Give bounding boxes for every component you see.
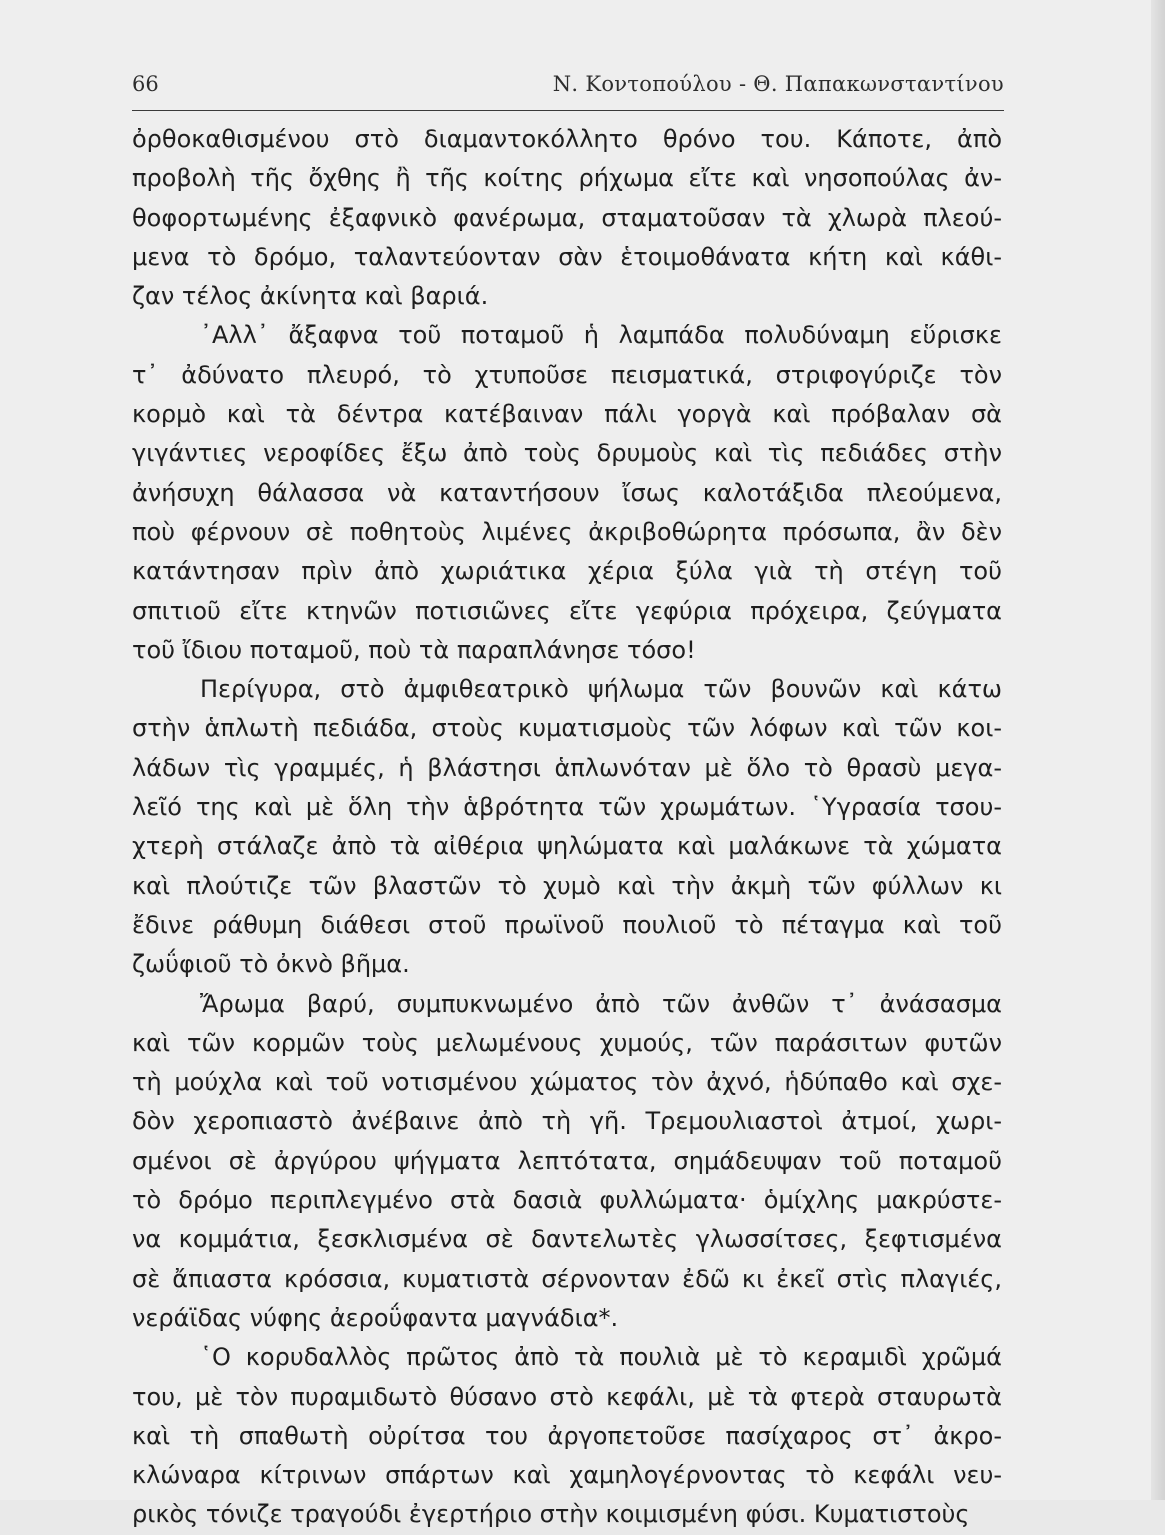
text-line: ζωΰφιοῦ τὸ ὀκνὸ βῆμα. xyxy=(132,950,410,979)
text-line: σὲ ἄπιαστα κρόσσια, κυματιστὰ σέρνονταν ἐδῶ κι ἐκεῖ στὶς πλαγιές, xyxy=(132,1264,1002,1293)
text-line: μενα τὸ δρόμο, ταλαντεύονταν σὰν ἑτοιμοθάνατα κήτη καὶ κάθι- xyxy=(132,242,1002,271)
text-line: προβολὴ τῆς ὄχθης ἢ τῆς κοίτης ρήχωμα εἴτε καὶ νησοπούλας ἀν- xyxy=(132,164,1002,193)
text-line: στὴν ἁπλωτὴ πεδιάδα, στοὺς κυματισμοὺς τῶν λόφων καὶ τῶν κοι- xyxy=(132,714,1002,743)
text-line: κλώναρα κίτρινων σπάρτων καὶ χαμηλογέρνοντας τὸ κεφάλι νευ- xyxy=(132,1461,1002,1490)
text-line: νεράϊδας νύφης ἀεροΰφαντα μαγνάδια*. xyxy=(132,1303,619,1332)
text-line: ᾿Αλλ᾿ ἄξαφνα τοῦ ποταμοῦ ἡ λαμπάδα πολυδύναμη εὕρισκε xyxy=(200,321,1002,350)
text-line: καὶ τὴ σπαθωτὴ οὐρίτσα του ἀργοπετοῦσε πασίχαρος στ᾿ ἀκρο- xyxy=(132,1421,1002,1450)
text-line: τοῦ ἴδιου ποταμοῦ, ποὺ τὰ παραπλάνησε τόσο! xyxy=(132,635,696,664)
text-line: δὸν χεροπιαστὸ ἀνέβαινε ἀπὸ τὴ γῆ. Τρεμουλιαστοὶ ἀτμοί, χωρι- xyxy=(132,1107,1002,1136)
text-line: καὶ πλούτιζε τῶν βλαστῶν τὸ χυμὸ καὶ τὴν ἀκμὴ τῶν φύλλων κι xyxy=(132,871,1002,900)
text-line: ὀρθοκαθισμένου στὸ διαμαντοκόλλητο θρόνο του. Κάποτε, ἀπὸ xyxy=(132,125,1002,153)
text-line: να κομμάτια, ξεσκλισμένα σὲ δαντελωτὲς γλωσσίτσες, ξεφτισμένα xyxy=(132,1225,1002,1254)
text-line: σπιτιοῦ εἴτε κτηνῶν ποτισιῶνες εἴτε γεφύρια πρόχειρα, ζεύγματα xyxy=(132,596,1002,625)
text-line: ρικὸς τόνιζε τραγούδι ἐγερτήριο στὴν κοιμισμένη φύσι. Κυματιστοὺς xyxy=(132,1500,970,1529)
text-line: θοφορτωμένης ἐξαφνικὸ φανέρωμα, σταματοῦσαν τὰ χλωρὰ πλεού- xyxy=(132,203,1002,232)
text-line: κατάντησαν πρὶν ἀπὸ χωριάτικα χέρια ξύλα γιὰ τὴ στέγη τοῦ xyxy=(132,557,1002,586)
text-line: ζαν τέλος ἀκίνητα καὶ βαριά. xyxy=(132,282,489,311)
body-text xyxy=(132,120,1002,1535)
text-line: τὴ μούχλα καὶ τοῦ νοτισμένου χώματος τὸν ἀχνό, ἡδύπαθο καὶ σχε- xyxy=(132,1068,1002,1097)
text-line: ῾Ο κορυδαλλὸς πρῶτος ἀπὸ τὰ πουλιὰ μὲ τὸ κεραμιδὶ χρῶμά xyxy=(200,1343,1002,1372)
text-line: γιγάντιες νεροφίδες ἔξω ἀπὸ τοὺς δρυμοὺς καὶ τὶς πεδιάδες στὴν xyxy=(132,439,1002,468)
text-line: τ᾿ ἀδύνατο πλευρό, τὸ χτυποῦσε πεισματικά, στριφογύριζε τὸν xyxy=(132,360,1002,389)
running-head: Ν. Κοντοπούλου - Θ. Παπακωνσταντίνου xyxy=(552,72,1004,96)
text-line: κορμὸ καὶ τὰ δέντρα κατέβαιναν πάλι γοργὰ καὶ πρόβαλαν σὰ xyxy=(132,400,1002,429)
text-line: του, μὲ τὸν πυραμιδωτὸ θύσανο στὸ κεφάλι, μὲ τὰ φτερὰ σταυρωτὰ xyxy=(132,1382,1002,1411)
text-line: χτερὴ στάλαζε ἀπὸ τὰ αἰθέρια ψηλώματα καὶ μαλάκωνε τὰ χώματα xyxy=(132,832,1002,861)
page-number: 66 xyxy=(132,72,159,96)
text-line: σμένοι σὲ ἀργύρου ψήγματα λεπτότατα, σημάδευψαν τοῦ ποταμοῦ xyxy=(132,1146,1002,1175)
text-line: λάδων τὶς γραμμές, ἡ βλάστησι ἁπλωνόταν μὲ ὅλο τὸ θρασὺ μεγα- xyxy=(132,753,1002,782)
page-header xyxy=(132,62,1004,111)
text-line: λεῖό της καὶ μὲ ὅλη τὴν ἁβρότητα τῶν χρωμάτων. ῾Υγρασία τσου- xyxy=(132,793,1002,822)
text-line: ἔδινε ράθυμη διάθεσι στοῦ πρωϊνοῦ πουλιοῦ τὸ πέταγμα καὶ τοῦ xyxy=(132,910,1002,939)
text-line: τὸ δρόμο περιπλεγμένο στὰ δασιὰ φυλλώματα· ὁμίχλης μακρύστε- xyxy=(132,1186,1002,1215)
page-edge xyxy=(1151,0,1165,1500)
text-line: ποὺ φέρνουν σὲ ποθητοὺς λιμένες ἀκριβοθώρητα πρόσωπα, ἂν δὲν xyxy=(132,517,1002,546)
text-line: ἀνήσυχη θάλασσα νὰ καταντήσουν ἴσως καλοτάξιδα πλεούμενα, xyxy=(132,478,1002,507)
text-line: Ἄρωμα βαρύ, συμπυκνωμένο ἀπὸ τῶν ἀνθῶν τ᾿ ἀνάσασμα xyxy=(200,989,1002,1018)
text-line: καὶ τῶν κορμῶν τοὺς μελωμένους χυμούς, τῶν παράσιτων φυτῶν xyxy=(132,1028,1002,1057)
text-line: Περίγυρα, στὸ ἀμφιθεατρικὸ ψήλωμα τῶν βουνῶν καὶ κάτω xyxy=(200,675,1002,704)
